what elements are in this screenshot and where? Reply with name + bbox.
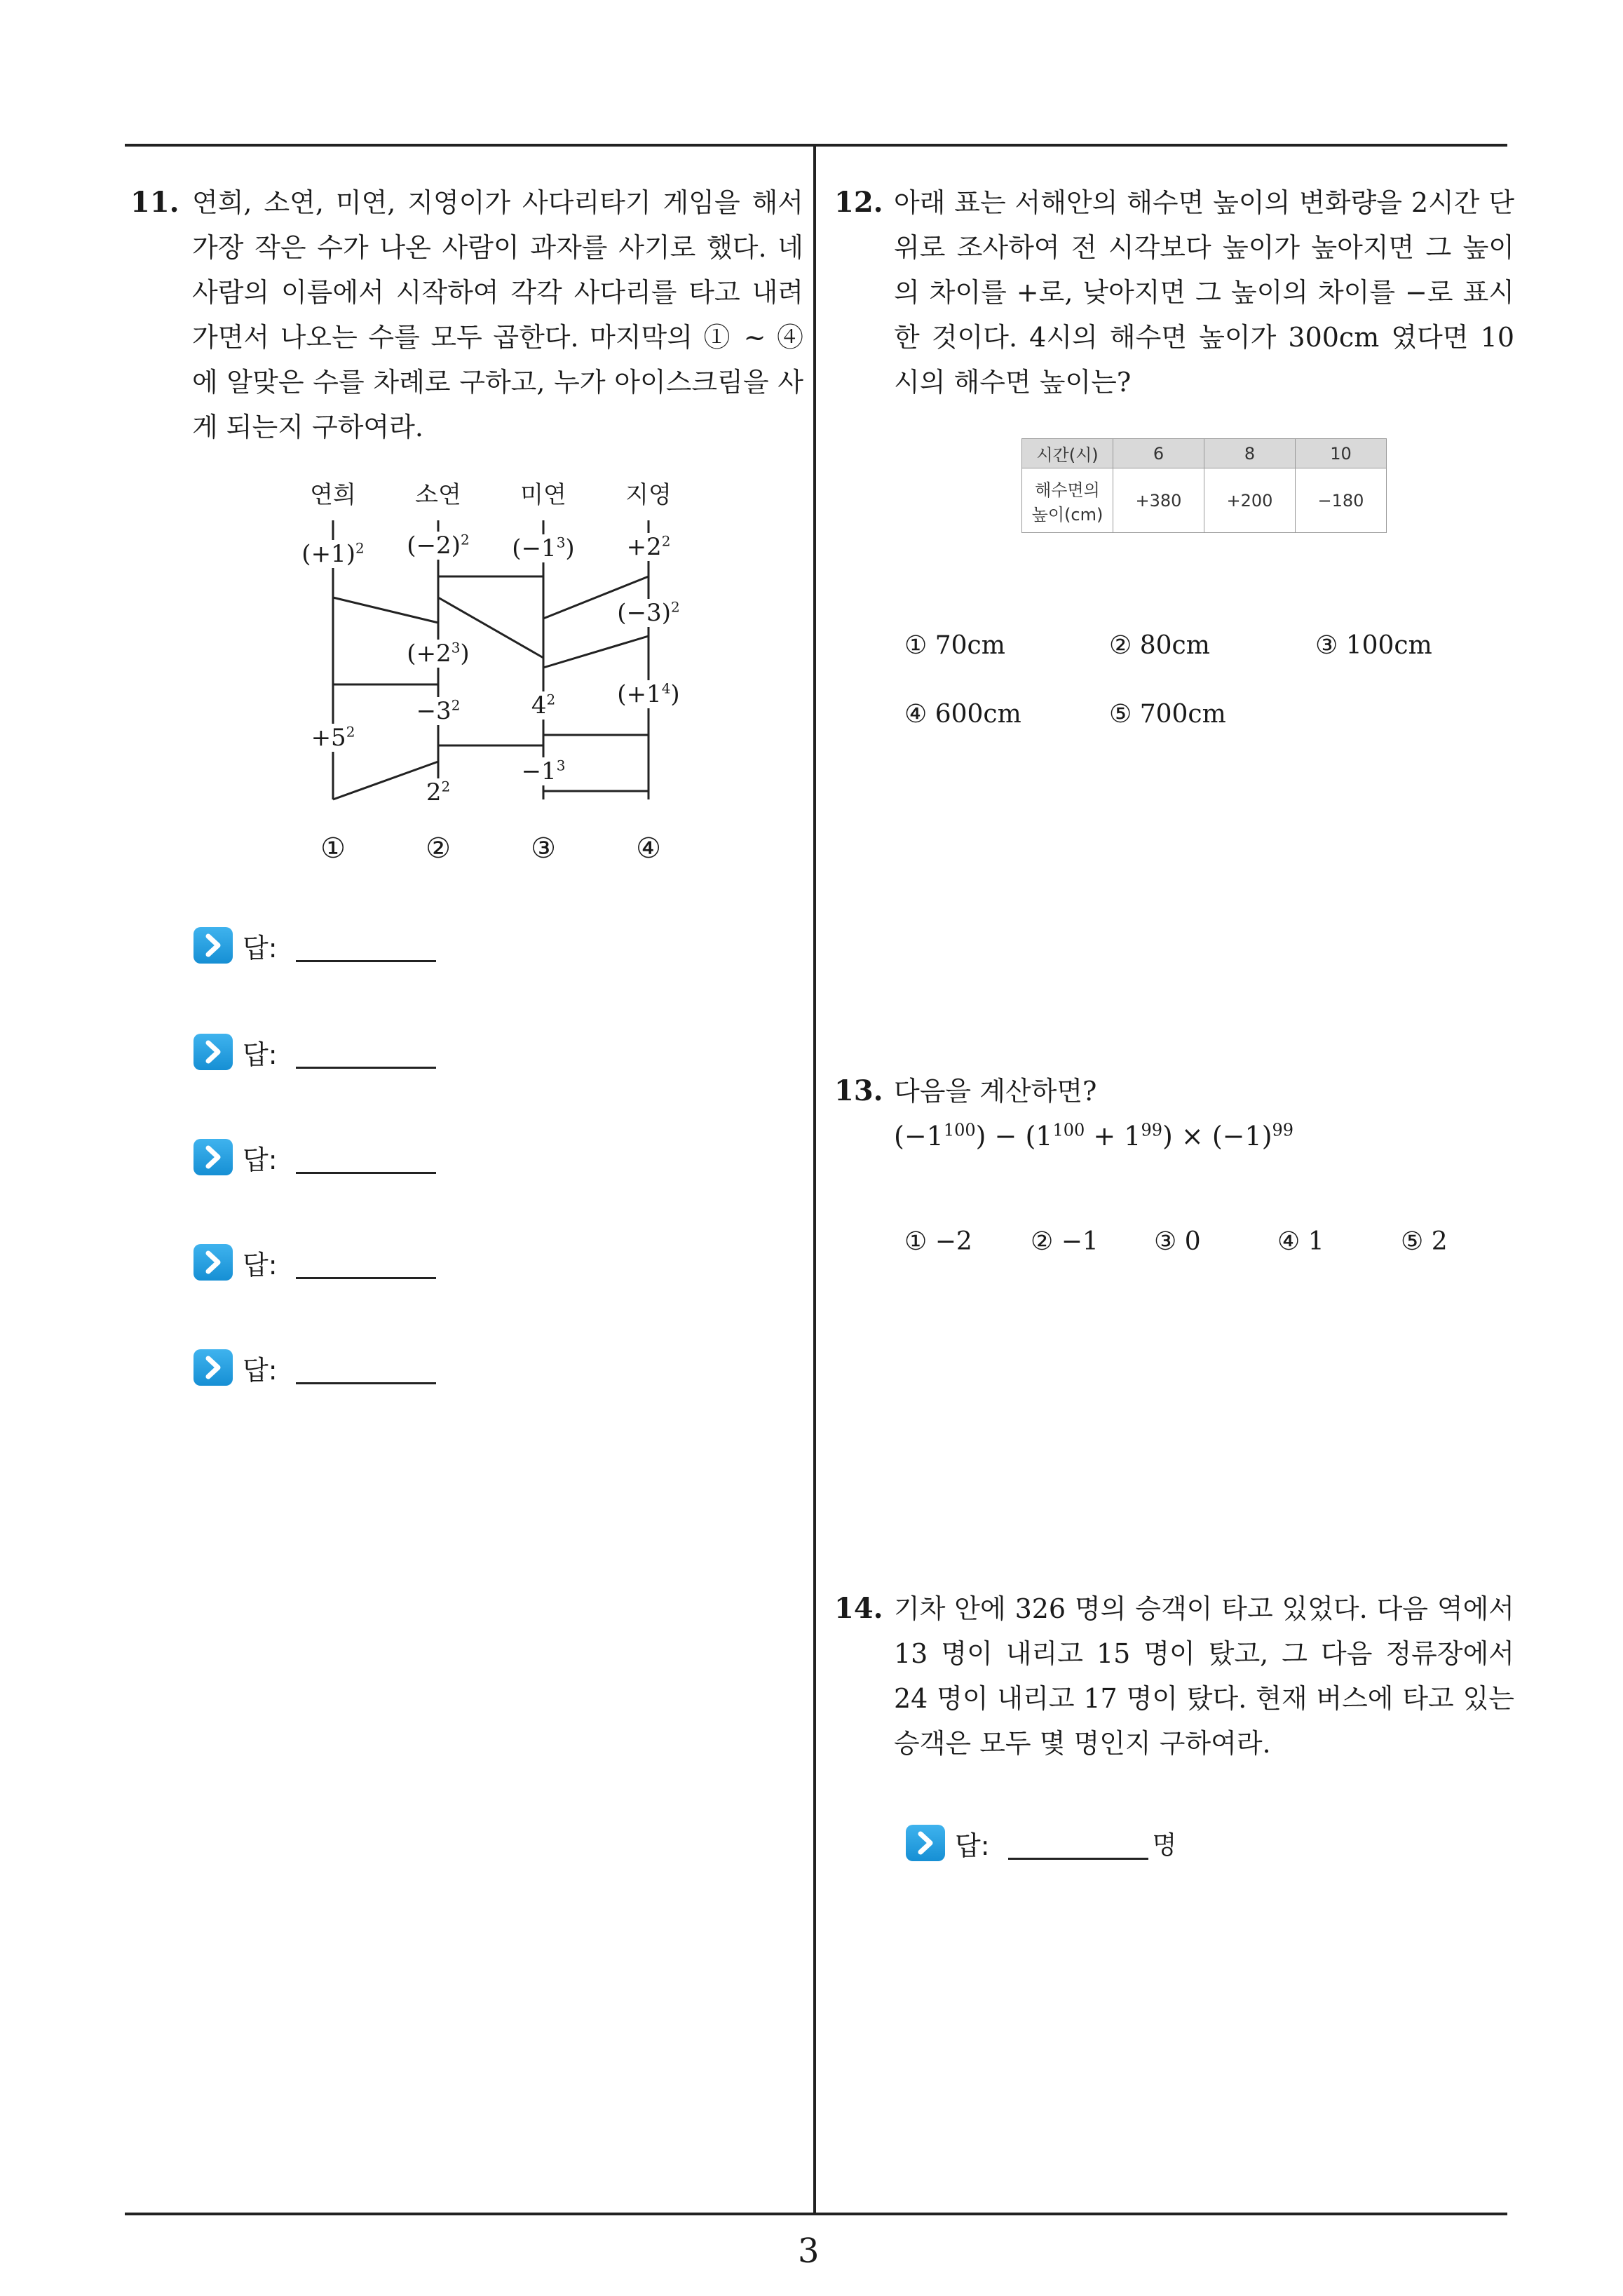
problem-text: 기차 안에 326 명의 승객이 타고 있었다. 다음 역에서 13 명이 내리고 15 명이 탔고, 그 다음 정류장에서 24 명이 내리고 17 명이 탔다. 현재 버스에 타고 있는 승객은 모두 몇 명인지 구하여라. xyxy=(894,1593,1514,1759)
problem-number: 13. xyxy=(834,1074,883,1107)
table-cell: +380 xyxy=(1113,468,1204,533)
problem-number: 11. xyxy=(130,186,179,219)
ladder-lines xyxy=(280,470,715,863)
table-header-cell: 10 xyxy=(1296,439,1387,468)
ladder-value: $(+1^4)$ xyxy=(617,680,680,708)
answer-blank[interactable] xyxy=(296,1245,436,1279)
choice-1[interactable]: ① 70cm xyxy=(904,631,1005,660)
choice-2[interactable]: ② −1 xyxy=(1031,1227,1099,1256)
answer-label: 답: xyxy=(243,1249,278,1281)
chevron-right-icon xyxy=(193,1244,233,1281)
answer-row xyxy=(906,1822,1176,1864)
table-header-cell: 시간(시) xyxy=(1022,439,1113,468)
problem-text: 아래 표는 서해안의 해수면 높이의 변화량을 2시간 단위로 조사하여 전 시각보다 높이가 높아지면 그 높이의 차이를 +로, 낮아지면 그 높이의 차이를 −로 표시한 것이다. 4시의 해수면 높이가 300cm 였다면 10시의 해수면 높이는? xyxy=(894,187,1514,398)
chevron-right-icon xyxy=(193,1034,233,1070)
answer-row xyxy=(193,1136,436,1178)
expression: $(-1^{100}) - (1^{100} + 1^{99}) \times (-1)^{99}$ xyxy=(894,1120,1294,1152)
ladder-value: $+5^2$ xyxy=(311,723,355,752)
ladder-value: $(-2)^2$ xyxy=(407,531,470,560)
ladder-end-3: ③ xyxy=(531,832,556,865)
choice-3[interactable]: ③ 0 xyxy=(1154,1227,1201,1256)
chevron-right-icon xyxy=(906,1825,945,1861)
table-cell: +200 xyxy=(1204,468,1296,533)
table-cell: −180 xyxy=(1296,468,1387,533)
choice-4[interactable]: ④ 600cm xyxy=(904,700,1021,729)
ladder-name-jiyeong: 지영 xyxy=(625,481,672,509)
ladder-end-1: ① xyxy=(320,832,346,865)
page-number: 3 xyxy=(798,2231,820,2271)
ladder-value: $(-1^3)$ xyxy=(512,534,575,562)
answer-blank[interactable] xyxy=(296,1351,436,1384)
chevron-right-icon xyxy=(193,1349,233,1386)
ladder-value: $(+2^3)$ xyxy=(407,639,470,668)
problem-number: 12. xyxy=(834,186,883,219)
ladder-name-soyeon: 소연 xyxy=(415,481,461,509)
choice-3[interactable]: ③ 100cm xyxy=(1315,631,1432,660)
problem-text: 다음을 계산하면? xyxy=(894,1076,1097,1107)
answer-blank[interactable] xyxy=(296,928,436,962)
column-divider xyxy=(813,144,816,2214)
ladder-value: $-1^3$ xyxy=(521,757,566,785)
ladder-value: $-3^2$ xyxy=(416,696,461,725)
ladder-diagram xyxy=(280,470,715,863)
problem-text: 연희, 소연, 미연, 지영이가 사다리타기 게임을 해서 가장 작은 수가 나온 사람이 과자를 사기로 했다. 네 사람의 이름에서 시작하여 각각 사다리를 타고 내려가면서 나오는 수를 모두 곱한다. 마지막의 ① ~ ④에 알맞은 수를 차례로 구하고, 누가 아이스크림을 사게 되는지 구하여라. xyxy=(192,187,803,443)
ladder-name-yeonhui: 연희 xyxy=(310,481,356,509)
top-rule xyxy=(125,144,1507,147)
bottom-rule xyxy=(125,2213,1507,2215)
table-header-cell: 8 xyxy=(1204,439,1296,468)
answer-label: 답: xyxy=(243,932,278,964)
problem-13-choices xyxy=(904,1227,1507,1269)
answer-row xyxy=(193,1241,436,1283)
answer-label: 답: xyxy=(955,1830,990,1861)
ladder-value: $+2^2$ xyxy=(626,532,671,561)
chevron-right-icon xyxy=(193,927,233,964)
ladder-value: $(-3)^2$ xyxy=(617,598,680,627)
ladder-end-4: ④ xyxy=(636,832,661,865)
ladder-value: $(+1)^2$ xyxy=(301,539,365,568)
ladder-value: $2^2$ xyxy=(426,778,451,806)
table-row-label-line: 높이(cm) xyxy=(1031,504,1103,525)
table-row-label-line: 해수면의 xyxy=(1035,480,1100,500)
ladder-name-miyeon: 미연 xyxy=(520,481,566,509)
choice-2[interactable]: ② 80cm xyxy=(1109,631,1210,660)
answer-label: 답: xyxy=(243,1039,278,1070)
answer-blank[interactable] xyxy=(296,1140,436,1174)
table-row-label xyxy=(1022,468,1113,533)
problem-number: 14. xyxy=(834,1592,883,1625)
answer-blank[interactable] xyxy=(296,1035,436,1069)
problem-11 xyxy=(130,180,803,450)
answer-blank[interactable] xyxy=(1008,1826,1148,1860)
problem-14 xyxy=(834,1586,1514,1766)
sea-level-table xyxy=(1021,438,1387,533)
ladder-end-2: ② xyxy=(426,832,451,865)
answer-label: 답: xyxy=(243,1354,278,1386)
choice-5[interactable]: ⑤ 700cm xyxy=(1109,700,1226,729)
choice-5[interactable]: ⑤ 2 xyxy=(1401,1227,1448,1256)
problem-12 xyxy=(834,180,1514,405)
answer-row xyxy=(193,924,436,966)
answer-row xyxy=(193,1031,436,1073)
choice-1[interactable]: ① −2 xyxy=(904,1227,972,1256)
ladder-value: $4^2$ xyxy=(531,691,556,720)
table-header-cell: 6 xyxy=(1113,439,1204,468)
answer-unit: 명 xyxy=(1152,1830,1177,1860)
choice-4[interactable]: ④ 1 xyxy=(1277,1227,1324,1256)
problem-12-choices xyxy=(904,631,1507,729)
problem-13 xyxy=(834,1069,1500,1159)
answer-label: 답: xyxy=(243,1144,278,1175)
answer-row xyxy=(193,1346,436,1389)
chevron-right-icon xyxy=(193,1139,233,1175)
